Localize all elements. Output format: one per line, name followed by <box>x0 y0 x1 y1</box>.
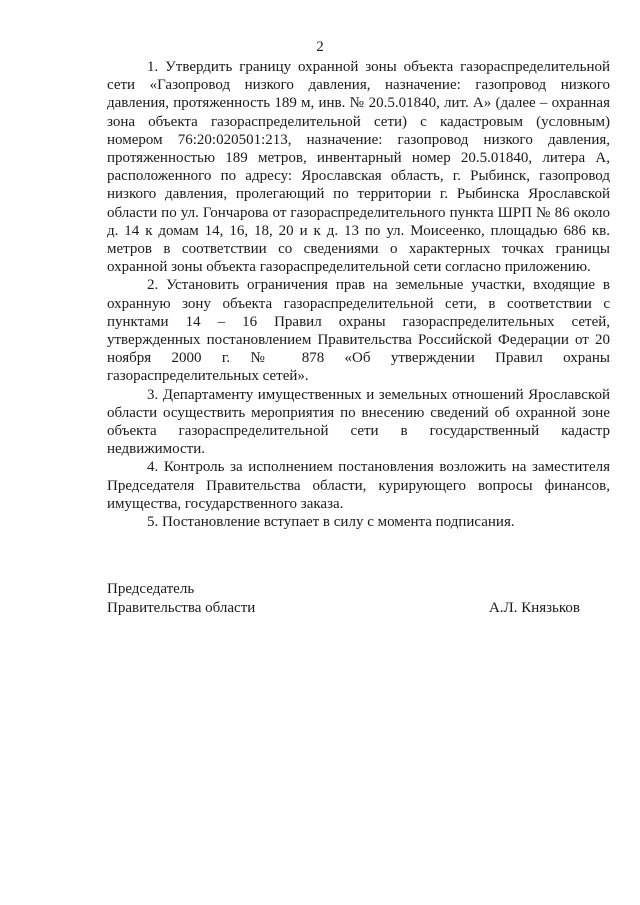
signatory-title-line2: Правительства области <box>107 599 256 616</box>
signatory-name: А.Л. Князьков <box>488 599 580 616</box>
paragraph-2: 2. Установить ограничения прав на земельные участки, входящие в охранную зону объекта газораспределительной сети, в соответствии с пунктами 14 – 16 Правил охраны газораспределительных сетей, утвержденных постановлением Правительства Российской Федерации от 20 ноября 2000 г. № 878 «Об утверждении Правил охраны газораспределительных сетей». <box>107 277 610 385</box>
signatory-title-line1: Председатель <box>107 581 195 597</box>
page-number: 2 <box>316 39 324 55</box>
signature-line <box>107 599 580 618</box>
signature-block <box>107 580 580 617</box>
document-body <box>107 58 610 531</box>
paragraph-1: 1. Утвердить границу охранной зоны объекта газораспределительной сети «Газопровод низкого давления, назначение: газопровод низкого давления, протяженность 189 м, инв. № 20.5.01840, лит. А» (далее – охранная зона объекта газораспределительной сети) с кадастровым (условным) номером 76:20:020501:213, назначение: газопровод низкого давления, протяженностью 189 метров, инвентарный номер 20.5.01840, литера А, расположенного по адресу: Ярославская область, г. Рыбинск, газопровод низкого давления, пролегающий по территории г. Рыбинска Ярославской области по ул. Гончарова от газораспределительного пункта ШРП № 86 около д. 14 к домам 14, 16, 18, 20 и к д. 13 по ул. Моисеенко, площадью 686 кв. метров в соответствии со сведениями о характерных точках границы охранной зоны объекта газораспределительной сети согласно приложению. <box>107 59 610 276</box>
paragraph-3: 3. Департаменту имущественных и земельных отношений Ярославской области осуществить мероприятия по внесению сведений об охранной зоне объекта газораспределительной сети в государственный кадастр недвижимости. <box>107 386 610 458</box>
paragraph-5: 5. Постановление вступает в силу с момента подписания. <box>147 514 515 531</box>
paragraph-4: 4. Контроль за исполнением постановления возложить на заместителя Председателя Правительства области, курирующего вопросы финансов, имущества, государственного заказа. <box>107 459 610 512</box>
